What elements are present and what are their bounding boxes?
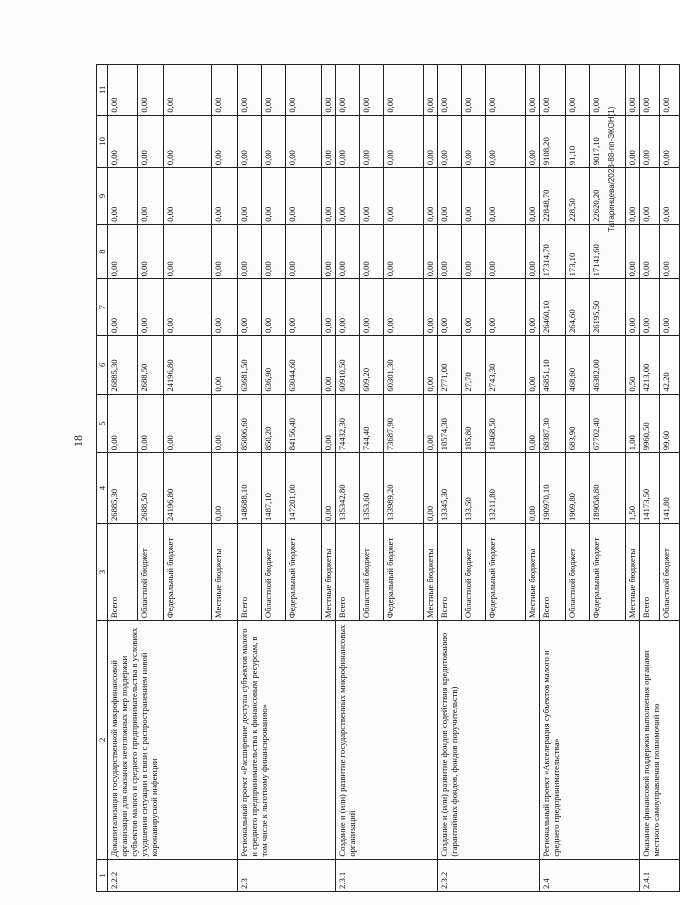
value-cell: 0,00 — [108, 394, 138, 453]
value-cell: 0,00 — [138, 224, 164, 279]
value-cell: 0,00 — [660, 224, 680, 279]
value-cell: 0,00 — [424, 65, 438, 116]
value-cell: 1,00 — [626, 394, 640, 453]
table-row — [640, 65, 660, 892]
value-cell: 0,00 — [164, 65, 212, 116]
value-cell: 0,00 — [486, 65, 526, 116]
header-cell-7: 7 — [97, 279, 108, 336]
funding-source: Местные бюджеты — [322, 524, 336, 621]
table-row — [336, 65, 360, 892]
value-cell: 0,00 — [384, 279, 424, 336]
value-cell: 0,00 — [212, 224, 238, 279]
value-cell: 0,00 — [336, 115, 360, 168]
value-cell: 0,00 — [486, 224, 526, 279]
value-cell: 2771,00 — [438, 336, 462, 395]
value-cell: 0,00 — [336, 279, 360, 336]
value-cell: 0,00 — [462, 279, 486, 336]
funding-source: Областной бюджет — [138, 524, 164, 621]
value-cell: 0,00 — [360, 279, 384, 336]
value-cell: 60301,30 — [384, 336, 424, 395]
value-cell: 91,10 — [566, 115, 590, 168]
value-cell: 0,00 — [212, 336, 238, 395]
value-cell: 0,00 — [438, 224, 462, 279]
value-cell: 0,00 — [212, 65, 238, 116]
value-cell: 0,00 — [286, 65, 322, 116]
value-cell: 148688,10 — [238, 453, 262, 524]
value-cell: 0,00 — [286, 168, 322, 225]
value-cell: 0,00 — [322, 336, 336, 395]
value-cell: 133989,20 — [384, 453, 424, 524]
item-name: Докапитализация государственной микрофинансовой организации для оказания неотложных мер поддержки субъектов малого и среднего предпринимательства в условиях ухудшения ситуации в связи с распространением новой коронавирусной инфекции — [108, 621, 238, 860]
value-cell: 74432,30 — [336, 394, 360, 453]
value-cell: 0,00 — [462, 168, 486, 225]
value-cell: 0,00 — [566, 65, 590, 116]
value-cell: 0,00 — [384, 65, 424, 116]
value-cell: 0,00 — [660, 279, 680, 336]
value-cell: 13211,80 — [486, 453, 526, 524]
value-cell: 26460,10 — [540, 279, 566, 336]
value-cell: 0,00 — [660, 115, 680, 168]
value-cell: 14173,50 — [640, 453, 660, 524]
funding-source: Федеральный бюджет — [286, 524, 322, 621]
item-name: Оказание финансовой поддержки выполнения органами местного самоуправления полномочий по — [640, 621, 680, 860]
value-cell: 0,00 — [384, 224, 424, 279]
value-cell: 0,00 — [424, 115, 438, 168]
header-cell-2: 2 — [97, 621, 108, 860]
value-cell: 22848,70 — [540, 168, 566, 225]
value-cell: 0,00 — [138, 115, 164, 168]
header-cell-9: 9 — [97, 168, 108, 225]
value-cell: 133,50 — [462, 453, 486, 524]
value-cell: 0,00 — [108, 168, 138, 225]
value-cell: 0,00 — [660, 65, 680, 116]
value-cell: 744,40 — [360, 394, 384, 453]
funding-source: Всего — [336, 524, 360, 621]
value-cell: 60910,50 — [336, 336, 360, 395]
value-cell: 0,00 — [138, 65, 164, 116]
value-cell: 84156,40 — [286, 394, 322, 453]
value-cell: 0,00 — [322, 279, 336, 336]
value-cell: 0,00 — [138, 394, 164, 453]
value-cell: 0,00 — [438, 115, 462, 168]
value-cell: 0,00 — [164, 279, 212, 336]
value-cell: 68387,30 — [540, 394, 566, 453]
value-cell: 0,00 — [526, 453, 540, 524]
value-cell: 0,00 — [526, 336, 540, 395]
value-cell: 0,00 — [384, 168, 424, 225]
value-cell: 228,50 — [566, 168, 590, 225]
item-name: Региональный проект «Акселерация субъектов малого и среднего предпринимательства» — [540, 621, 640, 860]
header-cell-6: 6 — [97, 336, 108, 395]
value-cell: 46851,10 — [540, 336, 566, 395]
value-cell: 67702,40 — [590, 394, 626, 453]
value-cell: 99,60 — [660, 394, 680, 453]
value-cell: 26885,30 — [108, 336, 138, 395]
value-cell: 0,00 — [424, 279, 438, 336]
value-cell: 42,20 — [660, 336, 680, 395]
header-cell-3: 3 — [97, 524, 108, 621]
value-cell: 2688,50 — [138, 336, 164, 395]
value-cell: 24196,80 — [164, 453, 212, 524]
value-cell: 0,00 — [486, 279, 526, 336]
value-cell: 0,00 — [108, 115, 138, 168]
value-cell: 0,00 — [238, 279, 262, 336]
value-cell: 0,00 — [336, 224, 360, 279]
value-cell: 0,00 — [626, 115, 640, 168]
funding-source: Федеральный бюджет — [486, 524, 526, 621]
funding-source: Местные бюджеты — [212, 524, 238, 621]
value-cell: 0,00 — [486, 168, 526, 225]
row-number: 2.4.1 — [640, 859, 680, 891]
item-name: Создание и (или) развитие государственных микрофинансовых организаций — [336, 621, 438, 860]
value-cell: 683,90 — [566, 394, 590, 453]
budget-table — [96, 64, 680, 892]
funding-source: Областной бюджет — [262, 524, 286, 621]
value-cell: 0,00 — [626, 224, 640, 279]
value-cell: 0,00 — [164, 168, 212, 225]
value-cell: 46382,00 — [590, 336, 626, 395]
value-cell: 0,00 — [526, 279, 540, 336]
funding-source: Областной бюджет — [360, 524, 384, 621]
value-cell: 22620,20 — [590, 168, 626, 225]
table-row — [540, 65, 566, 892]
value-cell: 0,00 — [322, 168, 336, 225]
row-number: 2.3.2 — [438, 859, 540, 891]
table-row — [438, 65, 462, 892]
row-number: 2.4 — [540, 859, 640, 891]
value-cell: 0,50 — [626, 336, 640, 395]
value-cell: 9017,10 — [590, 115, 626, 168]
page-number: 18 — [71, 435, 85, 447]
header-cell-10: 10 — [97, 115, 108, 168]
value-cell: 1353,60 — [360, 453, 384, 524]
value-cell: 0,00 — [262, 168, 286, 225]
value-cell: 0,00 — [424, 168, 438, 225]
value-cell: 73687,90 — [384, 394, 424, 453]
value-cell: 0,00 — [322, 65, 336, 116]
value-cell: 0,00 — [322, 453, 336, 524]
value-cell: 0,00 — [626, 168, 640, 225]
value-cell: 1487,10 — [262, 453, 286, 524]
header-cell-4: 4 — [97, 453, 108, 524]
value-cell: 0,00 — [384, 115, 424, 168]
funding-source: Всего — [108, 524, 138, 621]
value-cell: 189058,80 — [590, 453, 626, 524]
value-cell: 264,60 — [566, 279, 590, 336]
value-cell: 0,00 — [322, 115, 336, 168]
value-cell: 0,00 — [462, 65, 486, 116]
value-cell: 0,00 — [238, 168, 262, 225]
header-row — [97, 65, 108, 892]
value-cell: 0,00 — [262, 65, 286, 116]
value-cell: 0,00 — [262, 115, 286, 168]
row-number: 2.2.2 — [108, 859, 238, 891]
value-cell: 17314,70 — [540, 224, 566, 279]
value-cell: 0,00 — [526, 394, 540, 453]
value-cell: 0,00 — [336, 168, 360, 225]
value-cell: 0,00 — [360, 65, 384, 116]
funding-source: Местные бюджеты — [526, 524, 540, 621]
value-cell: 105,80 — [462, 394, 486, 453]
value-cell: 10468,50 — [486, 394, 526, 453]
value-cell: 0,00 — [212, 453, 238, 524]
funding-source: Областной бюджет — [660, 524, 680, 621]
header-cell-1: 1 — [97, 859, 108, 891]
value-cell: 0,00 — [212, 394, 238, 453]
table-row — [238, 65, 262, 892]
value-cell: 190970,10 — [540, 453, 566, 524]
value-cell: 0,00 — [438, 168, 462, 225]
funding-source: Местные бюджеты — [424, 524, 438, 621]
funding-source: Всего — [238, 524, 262, 621]
value-cell: 0,00 — [640, 168, 660, 225]
value-cell: 10574,30 — [438, 394, 462, 453]
value-cell: 85006,60 — [238, 394, 262, 453]
value-cell: 13345,30 — [438, 453, 462, 524]
value-cell: 0,00 — [462, 115, 486, 168]
funding-source: Федеральный бюджет — [164, 524, 212, 621]
value-cell: 0,00 — [424, 453, 438, 524]
value-cell: 0,00 — [486, 115, 526, 168]
funding-source: Областной бюджет — [462, 524, 486, 621]
value-cell: 0,00 — [286, 224, 322, 279]
value-cell: 9108,20 — [540, 115, 566, 168]
funding-source: Федеральный бюджет — [590, 524, 626, 621]
value-cell: 0,00 — [640, 115, 660, 168]
value-cell: 0,00 — [526, 224, 540, 279]
value-cell: 0,00 — [438, 65, 462, 116]
value-cell: 63044,60 — [286, 336, 322, 395]
value-cell: 0,00 — [640, 224, 660, 279]
value-cell: 0,00 — [108, 279, 138, 336]
value-cell: 0,00 — [660, 168, 680, 225]
value-cell: 26885,30 — [108, 453, 138, 524]
value-cell: 0,00 — [526, 65, 540, 116]
row-number: 2.3 — [238, 859, 336, 891]
value-cell: 1909,80 — [566, 453, 590, 524]
value-cell: 0,00 — [640, 279, 660, 336]
value-cell: 63681,50 — [238, 336, 262, 395]
value-cell: 0,00 — [540, 65, 566, 116]
value-cell: 0,00 — [238, 115, 262, 168]
value-cell: 0,00 — [238, 65, 262, 116]
value-cell: 0,00 — [438, 279, 462, 336]
value-cell: 0,00 — [164, 115, 212, 168]
funding-source: Всего — [540, 524, 566, 621]
value-cell: 0,00 — [322, 224, 336, 279]
value-cell: 2743,30 — [486, 336, 526, 395]
funding-source: Всего — [640, 524, 660, 621]
value-cell: 0,00 — [360, 168, 384, 225]
item-name: Создание и (или) развитие фондов содействия кредитованию (гарантийных фондов, фондов поручительств) — [438, 621, 540, 860]
value-cell: 141,80 — [660, 453, 680, 524]
value-cell: 0,00 — [286, 279, 322, 336]
table-row — [108, 65, 138, 892]
value-cell: 0,00 — [462, 224, 486, 279]
value-cell: 2688,50 — [138, 453, 164, 524]
value-cell: 0,00 — [336, 65, 360, 116]
value-cell: 4213,00 — [640, 336, 660, 395]
value-cell: 609,20 — [360, 336, 384, 395]
funding-source: Федеральный бюджет — [384, 524, 424, 621]
value-cell: 1,50 — [626, 453, 640, 524]
value-cell: 24196,80 — [164, 336, 212, 395]
value-cell: 0,00 — [526, 168, 540, 225]
document-reference: Татаринцева/2023-88-пп-ЭКОН(1) — [607, 106, 616, 232]
value-cell: 0,00 — [322, 394, 336, 453]
value-cell: 0,00 — [262, 279, 286, 336]
value-cell: 135342,80 — [336, 453, 360, 524]
value-cell: 0,00 — [424, 336, 438, 395]
value-cell: 0,00 — [526, 115, 540, 168]
value-cell: 468,60 — [566, 336, 590, 395]
value-cell: 0,00 — [590, 65, 626, 116]
header-cell-5: 5 — [97, 394, 108, 453]
value-cell: 0,00 — [138, 168, 164, 225]
value-cell: 0,00 — [212, 168, 238, 225]
value-cell: 0,00 — [360, 115, 384, 168]
value-cell: 147201,00 — [286, 453, 322, 524]
funding-source: Всего — [438, 524, 462, 621]
funding-source: Местные бюджеты — [626, 524, 640, 621]
value-cell: 636,90 — [262, 336, 286, 395]
value-cell: 0,00 — [360, 224, 384, 279]
header-cell-11: 11 — [97, 65, 108, 116]
value-cell: 0,00 — [424, 224, 438, 279]
value-cell: 0,00 — [238, 224, 262, 279]
value-cell: 0,00 — [212, 115, 238, 168]
value-cell: 9960,50 — [640, 394, 660, 453]
value-cell: 0,00 — [262, 224, 286, 279]
value-cell: 0,00 — [164, 224, 212, 279]
value-cell: 0,00 — [108, 65, 138, 116]
funding-source: Областной бюджет — [566, 524, 590, 621]
value-cell: 27,70 — [462, 336, 486, 395]
header-cell-8: 8 — [97, 224, 108, 279]
value-cell: 0,00 — [626, 279, 640, 336]
row-number: 2.3.1 — [336, 859, 438, 891]
value-cell: 0,00 — [138, 279, 164, 336]
value-cell: 850,20 — [262, 394, 286, 453]
item-name: Региональный проект «Расширение доступа субъектов малого и среднего предпринимательства к финансовым ресурсам, в том числе к льготному финансированию» — [238, 621, 336, 860]
value-cell: 173,10 — [566, 224, 590, 279]
value-cell: 0,00 — [212, 279, 238, 336]
value-cell: 0,00 — [424, 394, 438, 453]
value-cell: 0,00 — [164, 394, 212, 453]
value-cell: 0,00 — [640, 65, 660, 116]
value-cell: 0,00 — [626, 65, 640, 116]
value-cell: 0,00 — [108, 224, 138, 279]
value-cell: 0,00 — [286, 115, 322, 168]
value-cell: 26195,50 — [590, 279, 626, 336]
value-cell: 17141,60 — [590, 224, 626, 279]
